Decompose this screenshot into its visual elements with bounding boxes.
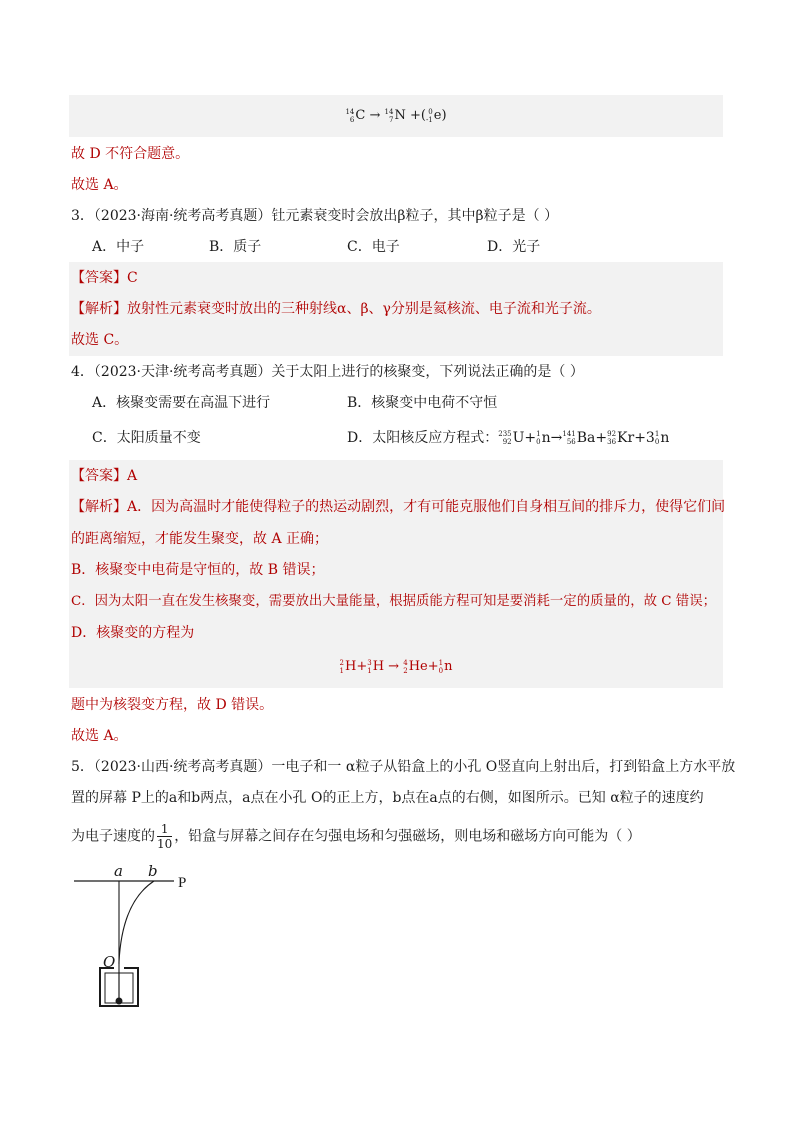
fraction-one-tenth: $\frac{1}{10}$ (157, 822, 173, 851)
label-p: P (178, 875, 187, 891)
decay-equation: 14 6 C → 14 7 N +( 0 -1 e) (345, 107, 447, 124)
q4-analysis-2: 的距离缩短，才能发生聚变，故 A 正确； (71, 531, 329, 547)
q3-option-d: D．光子 (487, 239, 541, 255)
label-b: b (148, 862, 158, 880)
q4-stem: 4．（2023·天津·统考高考真题）关于太阳上进行的核聚变，下列说法正确的是（ ） (71, 364, 584, 380)
q3-answer: 【答案】C (71, 270, 138, 286)
q4-option-d: D．太阳核反应方程式： 235 92 U+ 1 0 n→ 141 56 Ba+ 92 36 Kr+3 1 0 n (347, 430, 670, 446)
q3-conclusion: 故选 C。 (71, 332, 129, 348)
q4-option-b: B．核聚变中电荷不守恒 (347, 395, 498, 411)
q2-d-conclusion: 故 D 不符合题意。 (71, 146, 190, 162)
electron-path (119, 881, 154, 962)
q3-analysis: 【解析】放射性元素衰变时放出的三种射线α、β、γ分别是氦核流、电子流和光子流。 (71, 301, 601, 317)
q3-option-c: C．电子 (347, 239, 400, 255)
q4-conclusion: 故选 A。 (71, 728, 128, 744)
label-o: O (103, 953, 116, 971)
q4-answer: 【答案】A (71, 468, 138, 484)
q3-stem: 3．（2023·海南·统考高考真题）钍元素衰变时会放出β粒子，其中β粒子是（ ） (71, 208, 559, 224)
q4-option-a: A．核聚变需要在高温下进行 (92, 395, 271, 411)
lead-box-figure (70, 862, 210, 1012)
fusion-equation: 2 1 H+ 3 1 H → 4 2 He+ 1 0 n (339, 658, 453, 675)
q4-analysis-4: C．因为太阳一直在发生核聚变，需要放出大量能量，根据质能方程可知是要消耗一定的质量的，故 C 错误； (71, 594, 716, 609)
q5-stem-line3: 为电子速度的 $\frac{1}{10}$ ，铅盒与屏幕之间存在匀强电场和匀强磁场，则电场和磁场方向可能为（ ） (71, 822, 641, 851)
q4-option-c: C．太阳质量不变 (92, 430, 201, 446)
q4-after-equation: 题中为核裂变方程，故 D 错误。 (71, 697, 274, 713)
q4-analysis-3: B．核聚变中电荷是守恒的，故 B 错误； (71, 562, 325, 578)
q5-stem-line1: 5．（2023·山西·统考高考真题）一电子和一 α粒子从铅盒上的小孔 O竖直向上射出后，打到铅盒上方水平放 (71, 759, 736, 775)
q2-final-answer: 故选 A。 (71, 177, 128, 193)
q4-analysis-1: 【解析】A．因为高温时才能使得粒子的热运动剧烈，才有可能克服他们自身相互间的排斥力，使得它们间 (71, 499, 726, 515)
q3-option-b: B．质子 (209, 239, 262, 255)
q4-analysis-5: D．核聚变的方程为 (71, 625, 195, 641)
q3-option-a: A．中子 (92, 239, 145, 255)
label-a: a (114, 862, 123, 880)
q5-stem-line2: 置的屏幕 P上的a和b两点，a点在小孔 O的正上方，b点在a点的右侧，如图所示。已知 α粒子的速度约 (71, 790, 704, 806)
